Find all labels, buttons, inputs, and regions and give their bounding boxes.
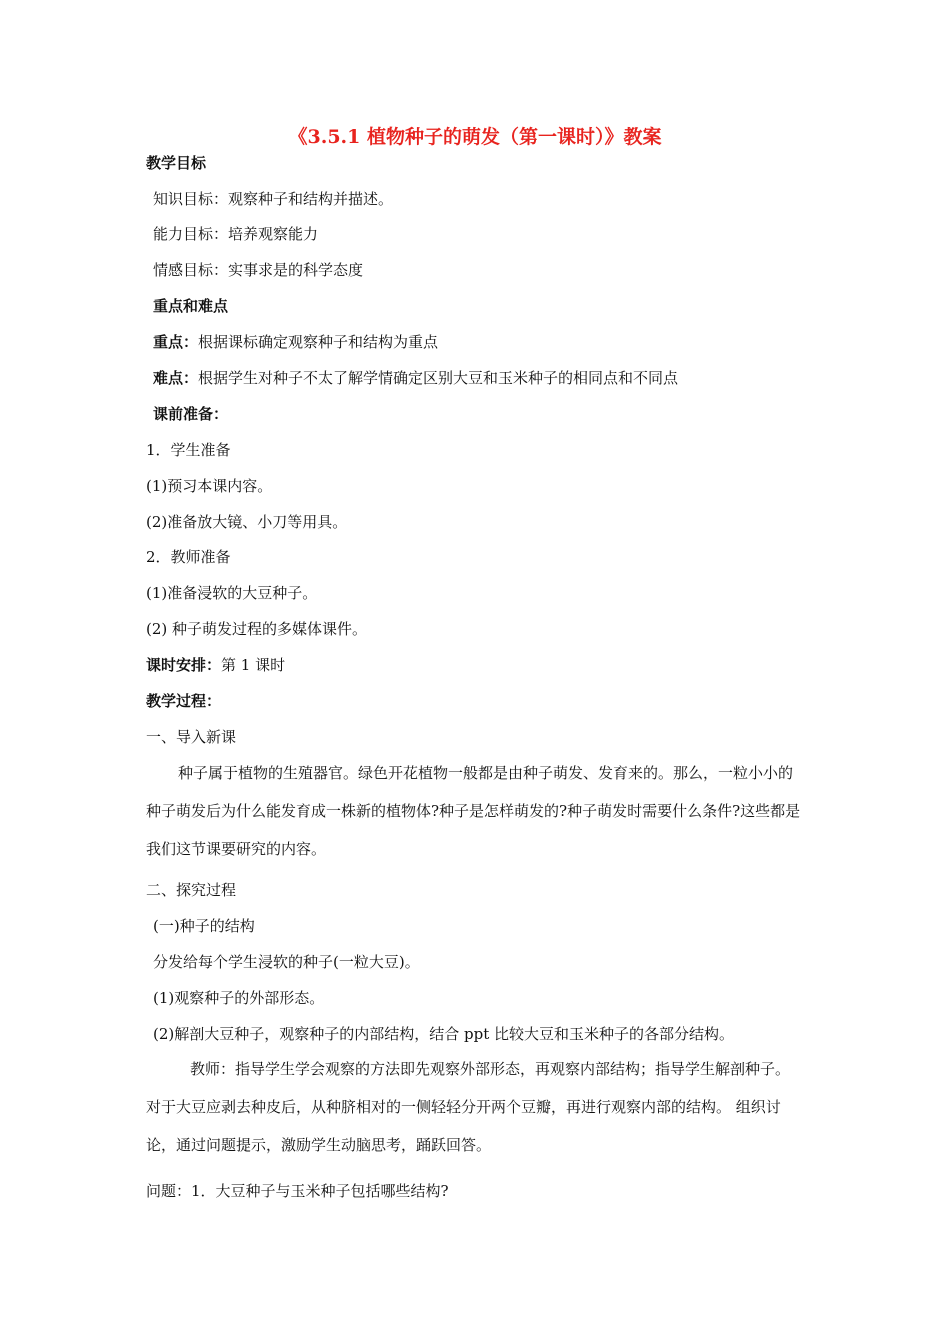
goals-heading: 教学目标 — [146, 154, 207, 172]
key-text: 根据课标确定观察种子和结构为重点 — [198, 333, 439, 351]
student-prep-item-2: (2)准备放大镜、小刀等用具。 — [146, 513, 348, 531]
intro-paragraph — [146, 754, 802, 868]
section-intro-heading: 一、导入新课 — [146, 728, 237, 746]
step-observe-exterior: (1)观察种子的外部形态。 — [153, 989, 325, 1007]
goal-emotion: 情感目标：实事求是的科学态度 — [153, 261, 364, 279]
question-1: 问题：1．大豆种子与玉米种子包括哪些结构? — [146, 1182, 449, 1200]
teacher-prep: 2．教师准备 — [146, 548, 231, 566]
step-dissect-seed: (2)解剖大豆种子，观察种子的内部结构，结合 ppt 比较大豆和玉米种子的各部分结构。 — [153, 1025, 735, 1043]
teacher-paragraph — [146, 1050, 802, 1164]
key-label: 重点： — [153, 333, 199, 351]
student-prep-item-1: (1)预习本课内容。 — [146, 477, 273, 495]
teacher-prep-item-1: (1)准备浸软的大豆种子。 — [146, 584, 318, 602]
process-heading: 教学过程： — [146, 692, 222, 710]
difficult-point — [153, 368, 678, 388]
distribute-seeds: 分发给每个学生浸软的种子(一粒大豆)。 — [153, 953, 420, 971]
schedule-label: 课时安排： — [146, 656, 222, 674]
prep-heading: 课前准备： — [153, 405, 229, 423]
section-inquiry-heading: 二、探究过程 — [146, 881, 237, 899]
key-heading: 重点和难点 — [153, 297, 229, 315]
document-title: 《3.5.1 植物种子的萌发（第一课时）》教案 — [288, 126, 662, 148]
goal-ability: 能力目标：培养观察能力 — [153, 225, 319, 243]
goal-knowledge: 知识目标：观察种子和结构并描述。 — [153, 190, 394, 208]
subsection-seed-structure: (一)种子的结构 — [153, 917, 255, 935]
intro-paragraph-text: 种子属于植物的生殖器官。绿色开花植物一般都是由种子萌发、发育来的。那么，一粒小小的种子萌发后为什么能发育成一株新的植物体?种子是怎样萌发的?种子萌发时需要什么条件?这些都是我们这节课要研究的内容。 — [146, 764, 801, 858]
difficult-text: 根据学生对种子不太了解学情确定区别大豆和玉米种子的相同点和不同点 — [198, 369, 679, 387]
key-point — [153, 332, 438, 352]
teacher-paragraph-text: 教师：指导学生学会观察的方法即先观察外部形态，再观察内部结构；指导学生解剖种子。对于大豆应剥去种皮后，从种脐相对的一侧轻轻分开两个豆瓣，再进行观察内部的结构。 组织讨论，通过问题提示，激励学生动脑思考，踊跃回答。 — [146, 1060, 791, 1154]
schedule — [146, 655, 285, 675]
difficult-label: 难点： — [153, 369, 199, 387]
teacher-prep-item-2: (2) 种子萌发过程的多媒体课件。 — [146, 620, 368, 638]
student-prep: 1．学生准备 — [146, 441, 231, 459]
schedule-text: 第 1 课时 — [221, 656, 286, 674]
